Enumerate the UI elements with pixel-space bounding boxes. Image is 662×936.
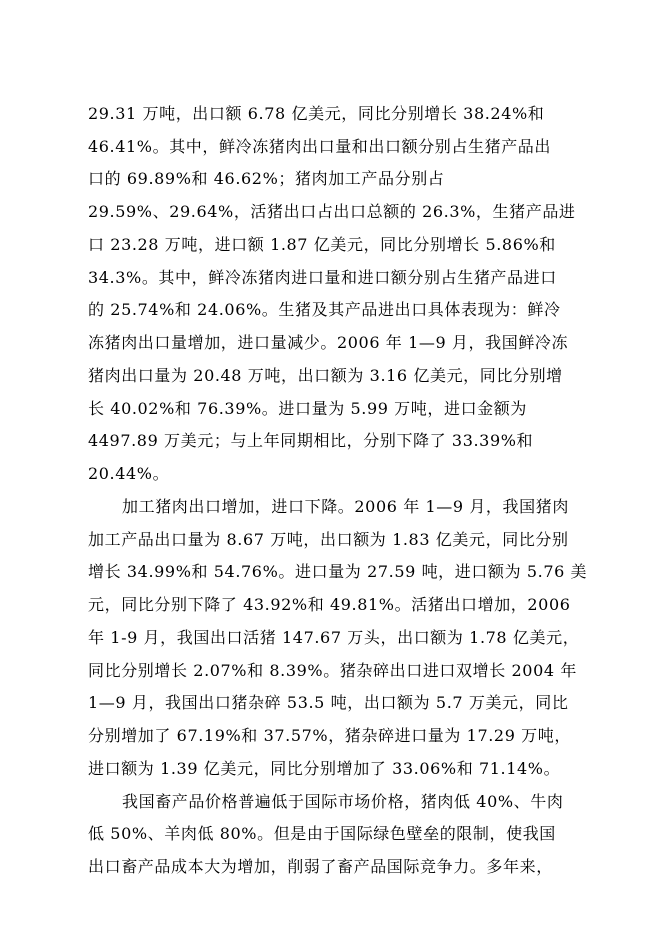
text-line: 的 25.74%和 24.06%。生猪及其产品进出口具体表现为：鲜冷: [88, 300, 561, 319]
text-line: 增长 34.99%和 54.76%。进口量为 27.59 吨，进口额为 5.76 美: [88, 562, 588, 581]
text-line: 冻猪肉出口量增加，进口量减少。2006 年 1—9 月，我国鲜冷冻: [88, 333, 569, 352]
text-line: 加工产品出口量为 8.67 万吨，出口额为 1.83 亿美元，同比分别: [88, 530, 569, 549]
text-line: 口的 69.89%和 46.62%；猪肉加工产品分别占: [88, 169, 445, 188]
text-line: 同比分别增长 2.07%和 8.39%。猪杂碎出口进口双增长 2004 年: [88, 661, 577, 680]
text-line: 分别增加了 67.19%和 37.57%，猪杂碎进口量为 17.29 万吨，: [88, 726, 571, 745]
text-line: 猪肉出口量为 20.48 万吨，出口额为 3.16 亿美元，同比分别增: [88, 366, 563, 385]
text-line: 34.3%。其中，鲜冷冻猪肉进口量和进口额分别占生猪产品进口: [88, 268, 557, 287]
text-line: 46.41%。其中，鲜冷冻猪肉出口量和出口额分别占生猪产品出: [88, 137, 552, 156]
text-line: 1—9 月，我国出口猪杂碎 53.5 吨，出口额为 5.7 万美元，同比: [88, 693, 569, 712]
text-line: 4497.89 万美元；与上年同期相比，分别下降了 33.39%和: [88, 431, 534, 450]
text-line: 元，同比分别下降了 43.92%和 49.81%。活猪出口增加，2006: [88, 595, 571, 614]
text-line: 进口额为 1.39 亿美元，同比分别增加了 33.06%和 71.14%。: [88, 759, 561, 778]
text-line: 低 50%、羊肉低 80%。但是由于国际绿色壁垒的限制，使我国: [88, 824, 556, 843]
text-line: 我国畜产品价格普遍低于国际市场价格，猪肉低 40%、牛肉: [122, 792, 564, 811]
text-line: 年 1-9 月，我国出口活猪 147.67 万头，出口额为 1.78 亿美元，: [88, 628, 580, 647]
text-line: 加工猪肉出口增加，进口下降。2006 年 1—9 月，我国猪肉: [122, 497, 569, 516]
text-line: 29.31 万吨，出口额 6.78 亿美元，同比分别增长 38.24%和: [88, 104, 545, 123]
text-line: 29.59%、29.64%，活猪出口占出口总额的 26.3%，生猪产品进: [88, 202, 576, 221]
text-line: 口 23.28 万吨，进口额 1.87 亿美元，同比分别增长 5.86%和: [88, 235, 556, 254]
text-line: 长 40.02%和 76.39%。进口量为 5.99 万吨，进口金额为: [88, 399, 527, 418]
text-line: 20.44%。: [88, 464, 170, 483]
text-line: 出口畜产品成本大为增加，削弱了畜产品国际竞争力。多年来，: [88, 857, 553, 876]
